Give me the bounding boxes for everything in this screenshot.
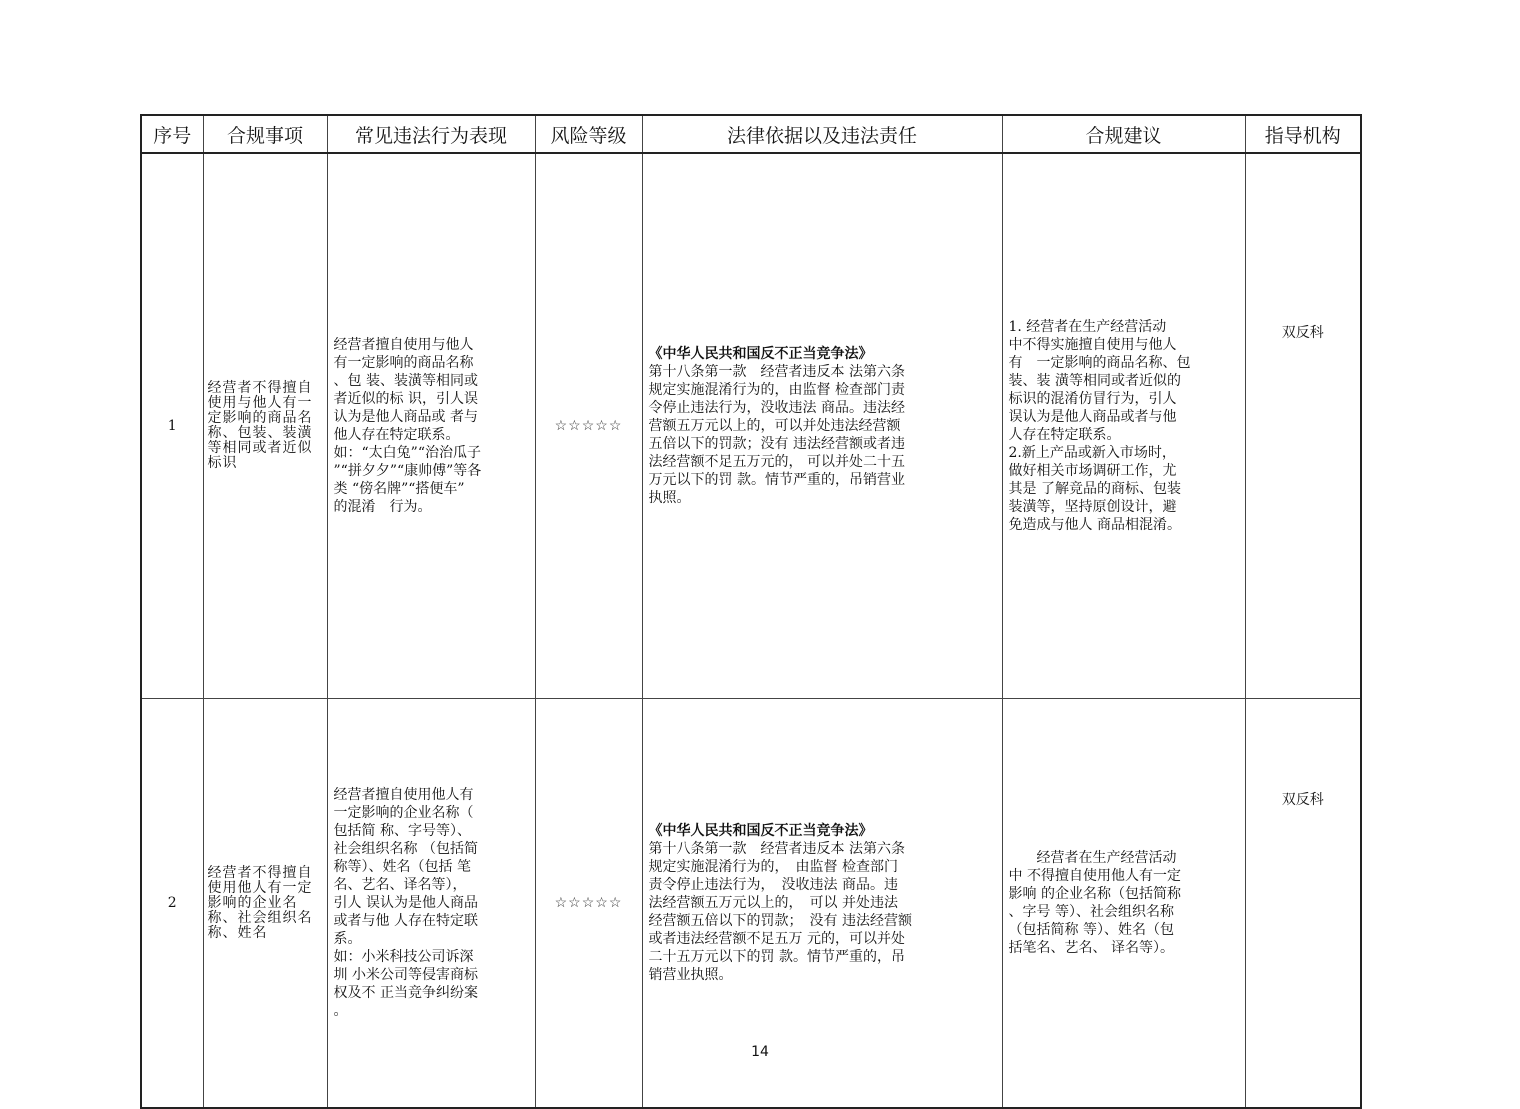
row-risk-stars: ☆☆☆☆☆ bbox=[535, 699, 642, 1109]
compliance-table bbox=[140, 114, 1362, 1109]
header-risk: 风险等级 bbox=[535, 115, 642, 153]
row-law bbox=[642, 153, 1002, 699]
header-seq: 序号 bbox=[141, 115, 203, 153]
behavior-text: 经营者擅自使用与他人 有一定影响的商品名称 、包 装、装潢等相同或 者近似的标 识，引人误 认为是他人商品或 者与 他人存在特定联系。 如：“太白兔”“治治瓜子 ”“拼夕夕”“康帅傅”等各 类 “傍名牌”“搭便车” 的混淆 行为。 bbox=[333, 337, 482, 515]
header-org: 指导机构 bbox=[1245, 115, 1361, 153]
row-item: 经营者不得擅自使用与他人有一定影响的商品名称、包装、装潢等相同或者近似标识 bbox=[203, 153, 327, 699]
suggestion-text: 1. 经营者在生产经营活动 中不得实施擅自使用与他人 有 一定影响的商品名称、包 装、装 潢等相同或者近似的 标识的混淆仿冒行为，引人 误认为是他人商品或者与他 人存在特定联系。 2.新上产品或新入市场时， 做好相关市场调研工作，尤 其是 了解竞品的商标、包装 装潢等，坚持原创设计，避 免造成与他人 商品相混淆。 bbox=[1008, 319, 1191, 533]
law-body: 第十八条第一款 经营者违反本 法第六条 规定实施混淆行为的， 由监督 检查部门 责令停止违法行为， 没收违法 商品。违 法经营额五万元以上的， 可以 并处违法 经营额五倍以下的罚款； 没有 违法经营额 或者违法经营额不足五万 元的，可以并处 二十五万元以下的罚 款。情节严重的，吊 销营业执照。 bbox=[648, 841, 912, 983]
row-risk-stars: ☆☆☆☆☆ bbox=[535, 153, 642, 699]
header-behavior: 常见违法行为表现 bbox=[327, 115, 535, 153]
table-row bbox=[141, 153, 1361, 699]
law-title: 《中华人民共和国反不正当竞争法》 bbox=[648, 823, 873, 839]
law-body: 第十八条第一款 经营者违反本 法第六条 规定实施混淆行为的，由监督 检查部门责 令停止违法行为，没收违法 商品。违法经 营额五万元以上的，可以并处违法经营额 五倍以下的罚款；没有 违法经营额或者违 法经营额不足五万元的， 可以并处二十五 万元以下的罚 款。情节严重的，吊销营业 执照。 bbox=[648, 364, 905, 506]
suggestion-text: 经营者在生产经营活动 中 不得擅自使用他人有一定 影响 的企业名称（包括简称 、字号 等）、社会组织名称 （包括简称 等）、姓名（包 括笔名、艺名、 译名等）。 bbox=[1008, 850, 1181, 956]
row-seq: 1 bbox=[141, 153, 203, 699]
row-suggestion bbox=[1002, 153, 1245, 699]
row-org: 双反科 bbox=[1245, 699, 1361, 1109]
behavior-text: 经营者擅自使用他人有 一定影响的企业名称（ 包括简 称、字号等）、 社会组织名称 （包括简 称等）、姓名（包括 笔 名、艺名、译名等）， 引人 误认为是他人商品 或者与他 人存在特定联 系。 如：小米科技公司诉深 圳 小米公司等侵害商标 权及不 正当竞争纠纷案 。 bbox=[333, 787, 478, 1019]
law-title: 《中华人民共和国反不正当竞争法》 bbox=[648, 346, 873, 362]
row-seq: 2 bbox=[141, 699, 203, 1109]
header-law: 法律依据以及违法责任 bbox=[642, 115, 1002, 153]
header-item: 合规事项 bbox=[203, 115, 327, 153]
row-item: 经营者不得擅自使用他人有一定影响的企业名称、社会组织名称、姓名 bbox=[203, 699, 327, 1109]
page-number: 14 bbox=[751, 1044, 769, 1060]
row-org: 双反科 bbox=[1245, 153, 1361, 699]
row-behavior bbox=[327, 153, 535, 699]
table-header-row bbox=[141, 115, 1361, 153]
header-suggestion: 合规建议 bbox=[1002, 115, 1245, 153]
